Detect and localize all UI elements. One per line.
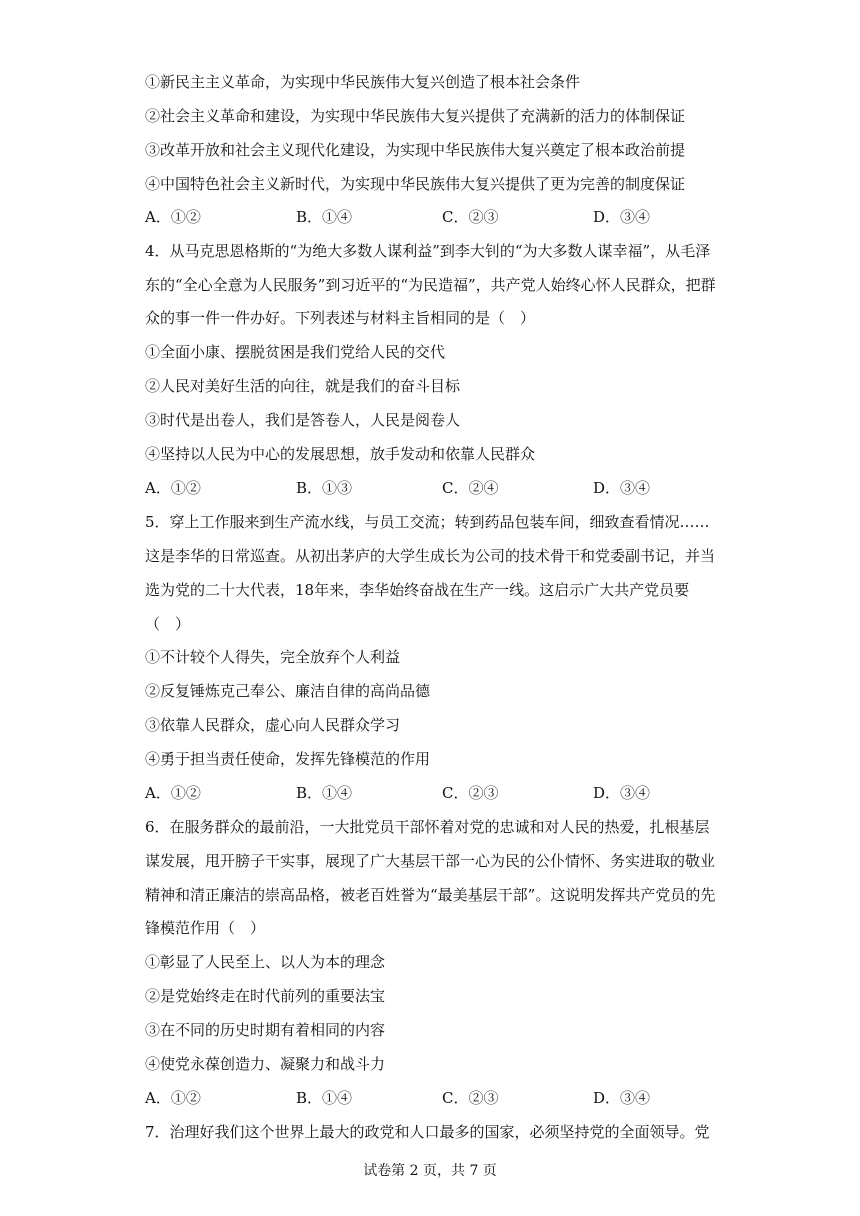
option-a[interactable]: A．①② bbox=[145, 479, 201, 497]
option-b[interactable]: B．①③ bbox=[296, 479, 353, 497]
option-d[interactable]: D．③④ bbox=[593, 784, 651, 802]
question-5-stem: 这是李华的日常巡查。从初出茅庐的大学生成长为公司的技术骨干和党委副书记，并当 bbox=[145, 547, 716, 565]
option-c[interactable]: C．②③ bbox=[442, 1089, 499, 1107]
statement-line: ②反复锤炼克己奉公、廉洁自律的高尚品德 bbox=[145, 682, 431, 700]
question-6-stem: 锋模范作用（ ） bbox=[145, 919, 266, 937]
statement-line: ④坚持以人民为中心的发展思想，放手发动和依靠人民群众 bbox=[145, 445, 536, 463]
statement-line: ①新民主主义革命，为实现中华民族伟大复兴创造了根本社会条件 bbox=[145, 73, 581, 91]
statement-line: ②人民对美好生活的向往，就是我们的奋斗目标 bbox=[145, 377, 461, 395]
question-7-stem: 7．治理好我们这个世界上最大的政党和人口最多的国家，必须坚持党的全面领导。党 bbox=[145, 1123, 710, 1141]
answer-options-q6 bbox=[145, 1087, 720, 1109]
question-6-stem: 谋发展，甩开膀子干实事，展现了广大基层干部一心为民的公仆情怀、务实进取的敬业 bbox=[145, 852, 716, 870]
option-a[interactable]: A．①② bbox=[145, 1089, 201, 1107]
option-d[interactable]: D．③④ bbox=[593, 1089, 651, 1107]
question-5-stem: 5．穿上工作服来到生产流水线，与员工交流；转到药品包装车间，细致查看情况…… bbox=[145, 513, 710, 531]
statement-line: ③时代是出卷人，我们是答卷人，人民是阅卷人 bbox=[145, 411, 461, 429]
statement-line: ②社会主义革命和建设，为实现中华民族伟大复兴提供了充满新的活力的体制保证 bbox=[145, 107, 686, 125]
question-5-stem: 选为党的二十大代表，18年来，李华始终奋战在生产一线。这启示广大共产党员要 bbox=[145, 581, 690, 599]
statement-line: ①不计较个人得失，完全放弃个人利益 bbox=[145, 648, 401, 666]
option-a[interactable]: A．①② bbox=[145, 784, 201, 802]
statement-line: ③依靠人民群众，虚心向人民群众学习 bbox=[145, 716, 401, 734]
statement-line: ④使党永葆创造力、凝聚力和战斗力 bbox=[145, 1055, 386, 1073]
option-b[interactable]: B．①④ bbox=[296, 208, 353, 226]
option-a[interactable]: A．①② bbox=[145, 208, 201, 226]
option-c[interactable]: C．②③ bbox=[442, 208, 499, 226]
statement-line: ④勇于担当责任使命，发挥先锋模范的作用 bbox=[145, 750, 431, 768]
statement-line: ②是党始终走在时代前列的重要法宝 bbox=[145, 987, 386, 1005]
question-4-stem: 4．从马克思恩格斯的“为绝大多数人谋利益”到李大钊的“为大多数人谋幸福”，从毛泽 bbox=[145, 242, 711, 260]
question-6-stem: 精神和清正廉洁的崇高品格，被老百姓誉为“最美基层干部”。这说明发挥共产党员的先 bbox=[145, 886, 716, 904]
question-5-stem: （ ） bbox=[145, 615, 191, 633]
statement-line: ①彰显了人民至上、以人为本的理念 bbox=[145, 953, 386, 971]
option-c[interactable]: C．②④ bbox=[442, 479, 499, 497]
option-c[interactable]: C．②③ bbox=[442, 784, 499, 802]
statement-line: ③改革开放和社会主义现代化建设，为实现中华民族伟大复兴奠定了根本政治前提 bbox=[145, 141, 686, 159]
option-b[interactable]: B．①④ bbox=[296, 784, 353, 802]
statement-line: ③在不同的历史时期有着相同的内容 bbox=[145, 1021, 386, 1039]
option-d[interactable]: D．③④ bbox=[593, 208, 651, 226]
question-6-stem: 6．在服务群众的最前沿，一大批党员干部怀着对党的忠诚和对人民的热爱，扎根基层 bbox=[145, 818, 710, 836]
option-b[interactable]: B．①④ bbox=[296, 1089, 353, 1107]
statement-line: ①全面小康、摆脱贫困是我们党给人民的交代 bbox=[145, 343, 446, 361]
question-4-stem: 众的事一件一件办好。下列表述与材料主旨相同的是（ ） bbox=[145, 309, 536, 327]
statement-line: ④中国特色社会主义新时代，为实现中华民族伟大复兴提供了更为完善的制度保证 bbox=[145, 175, 686, 193]
question-4-stem: 东的“全心全意为人民服务”到习近平的“为民造福”，共产党人始终心怀人民群众，把群 bbox=[145, 276, 716, 294]
option-d[interactable]: D．③④ bbox=[593, 479, 651, 497]
answer-options-q3 bbox=[145, 206, 720, 228]
page-footer: 试卷第 2 页，共 7 页 bbox=[363, 1163, 497, 1179]
answer-options-q4 bbox=[145, 477, 720, 499]
answer-options-q5 bbox=[145, 782, 720, 804]
